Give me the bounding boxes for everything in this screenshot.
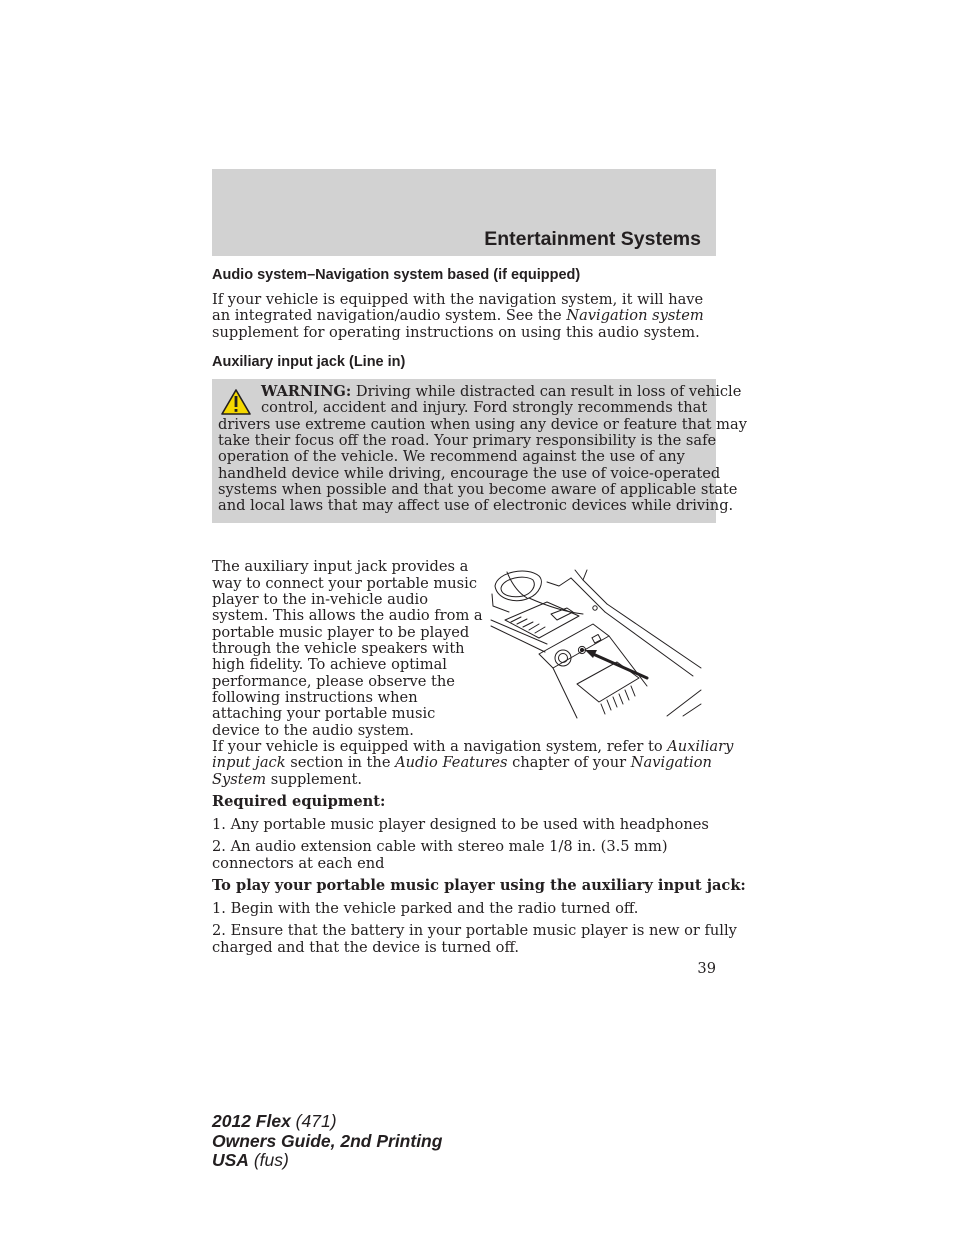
intro-line: through the vehicle speakers with — [212, 640, 465, 657]
page-section-title: Entertainment Systems — [484, 228, 701, 250]
header-band — [212, 169, 716, 256]
heading-audio-navigation: Audio system–Navigation system based (if equipped) — [212, 267, 581, 283]
warning-line: and local laws that may affect use of electronic devices while driving. — [218, 497, 734, 514]
nav-note-line: If your vehicle is equipped with a navigation system, refer to Auxiliary — [212, 738, 734, 755]
heading-auxiliary-input-jack: Auxiliary input jack (Line in) — [212, 354, 406, 370]
required-item: connectors at each end — [212, 855, 385, 872]
play-instructions-heading: To play your portable music player using the auxiliary input jack: — [212, 877, 746, 894]
warning-line: systems when possible and that you become aware of applicable state — [218, 481, 738, 498]
warning-line: WARNING: Driving while distracted can result in loss of vehicle — [261, 383, 742, 400]
intro-line: portable music player to be played — [212, 624, 470, 641]
intro-line: device to the audio system. — [212, 722, 414, 739]
paragraph-navigation-audio: If your vehicle is equipped with the navigation system, it will have an integrated navigation/audio system. See the Navigation system supplement for operating instructions on using this audio system. — [212, 291, 704, 341]
footer-guide-line: Owners Guide, 2nd Printing — [212, 1130, 443, 1151]
intro-line: high fidelity. To achieve optimal — [212, 656, 447, 673]
warning-triangle-icon — [220, 388, 252, 416]
warning-box — [212, 379, 747, 523]
intro-line: system. This allows the audio from a — [212, 607, 483, 624]
intro-line: way to connect your portable music — [212, 575, 478, 592]
footer-market-line: USA (fus) — [212, 1150, 289, 1171]
nav-note-line: input jack section in the Audio Features chapter of your Navigation — [212, 754, 712, 771]
required-item: 1. Any portable music player designed to be used with headphones — [212, 816, 709, 833]
warning-label: WARNING: — [261, 383, 352, 400]
play-step: 2. Ensure that the battery in your portable music player is new or fully — [212, 922, 737, 939]
play-step: charged and that the device is turned off. — [212, 939, 519, 956]
auxiliary-jack-console-illustration — [487, 564, 703, 720]
ref-navigation-system: Navigation system — [566, 307, 704, 325]
warning-line: handheld device while driving, encourage the use of voice-operated — [218, 465, 721, 482]
warning-line: operation of the vehicle. We recommend against the use of any — [218, 448, 685, 465]
footer-publication-info — [212, 1112, 442, 1171]
intro-line: following instructions when — [212, 689, 418, 706]
footer-model-line: 2012 Flex (471) — [212, 1111, 337, 1131]
page-number: 39 — [697, 960, 716, 977]
required-equipment-heading: Required equipment: — [212, 793, 386, 810]
intro-line: player to the in-vehicle audio — [212, 591, 428, 608]
warning-line: drivers use extreme caution when using any device or feature that may — [218, 416, 747, 433]
warning-line: control, accident and injury. Ford strongly recommends that — [261, 399, 708, 416]
warning-line: take their focus off the road. Your primary responsibility is the safe — [218, 432, 717, 449]
play-step: 1. Begin with the vehicle parked and the radio turned off. — [212, 900, 639, 917]
intro-line: performance, please observe the — [212, 673, 455, 690]
intro-line: The auxiliary input jack provides a — [212, 558, 469, 575]
nav-note-line: System supplement. — [212, 771, 362, 788]
required-item: 2. An audio extension cable with stereo male 1/8 in. (3.5 mm) — [212, 838, 668, 855]
intro-line: attaching your portable music — [212, 705, 436, 722]
